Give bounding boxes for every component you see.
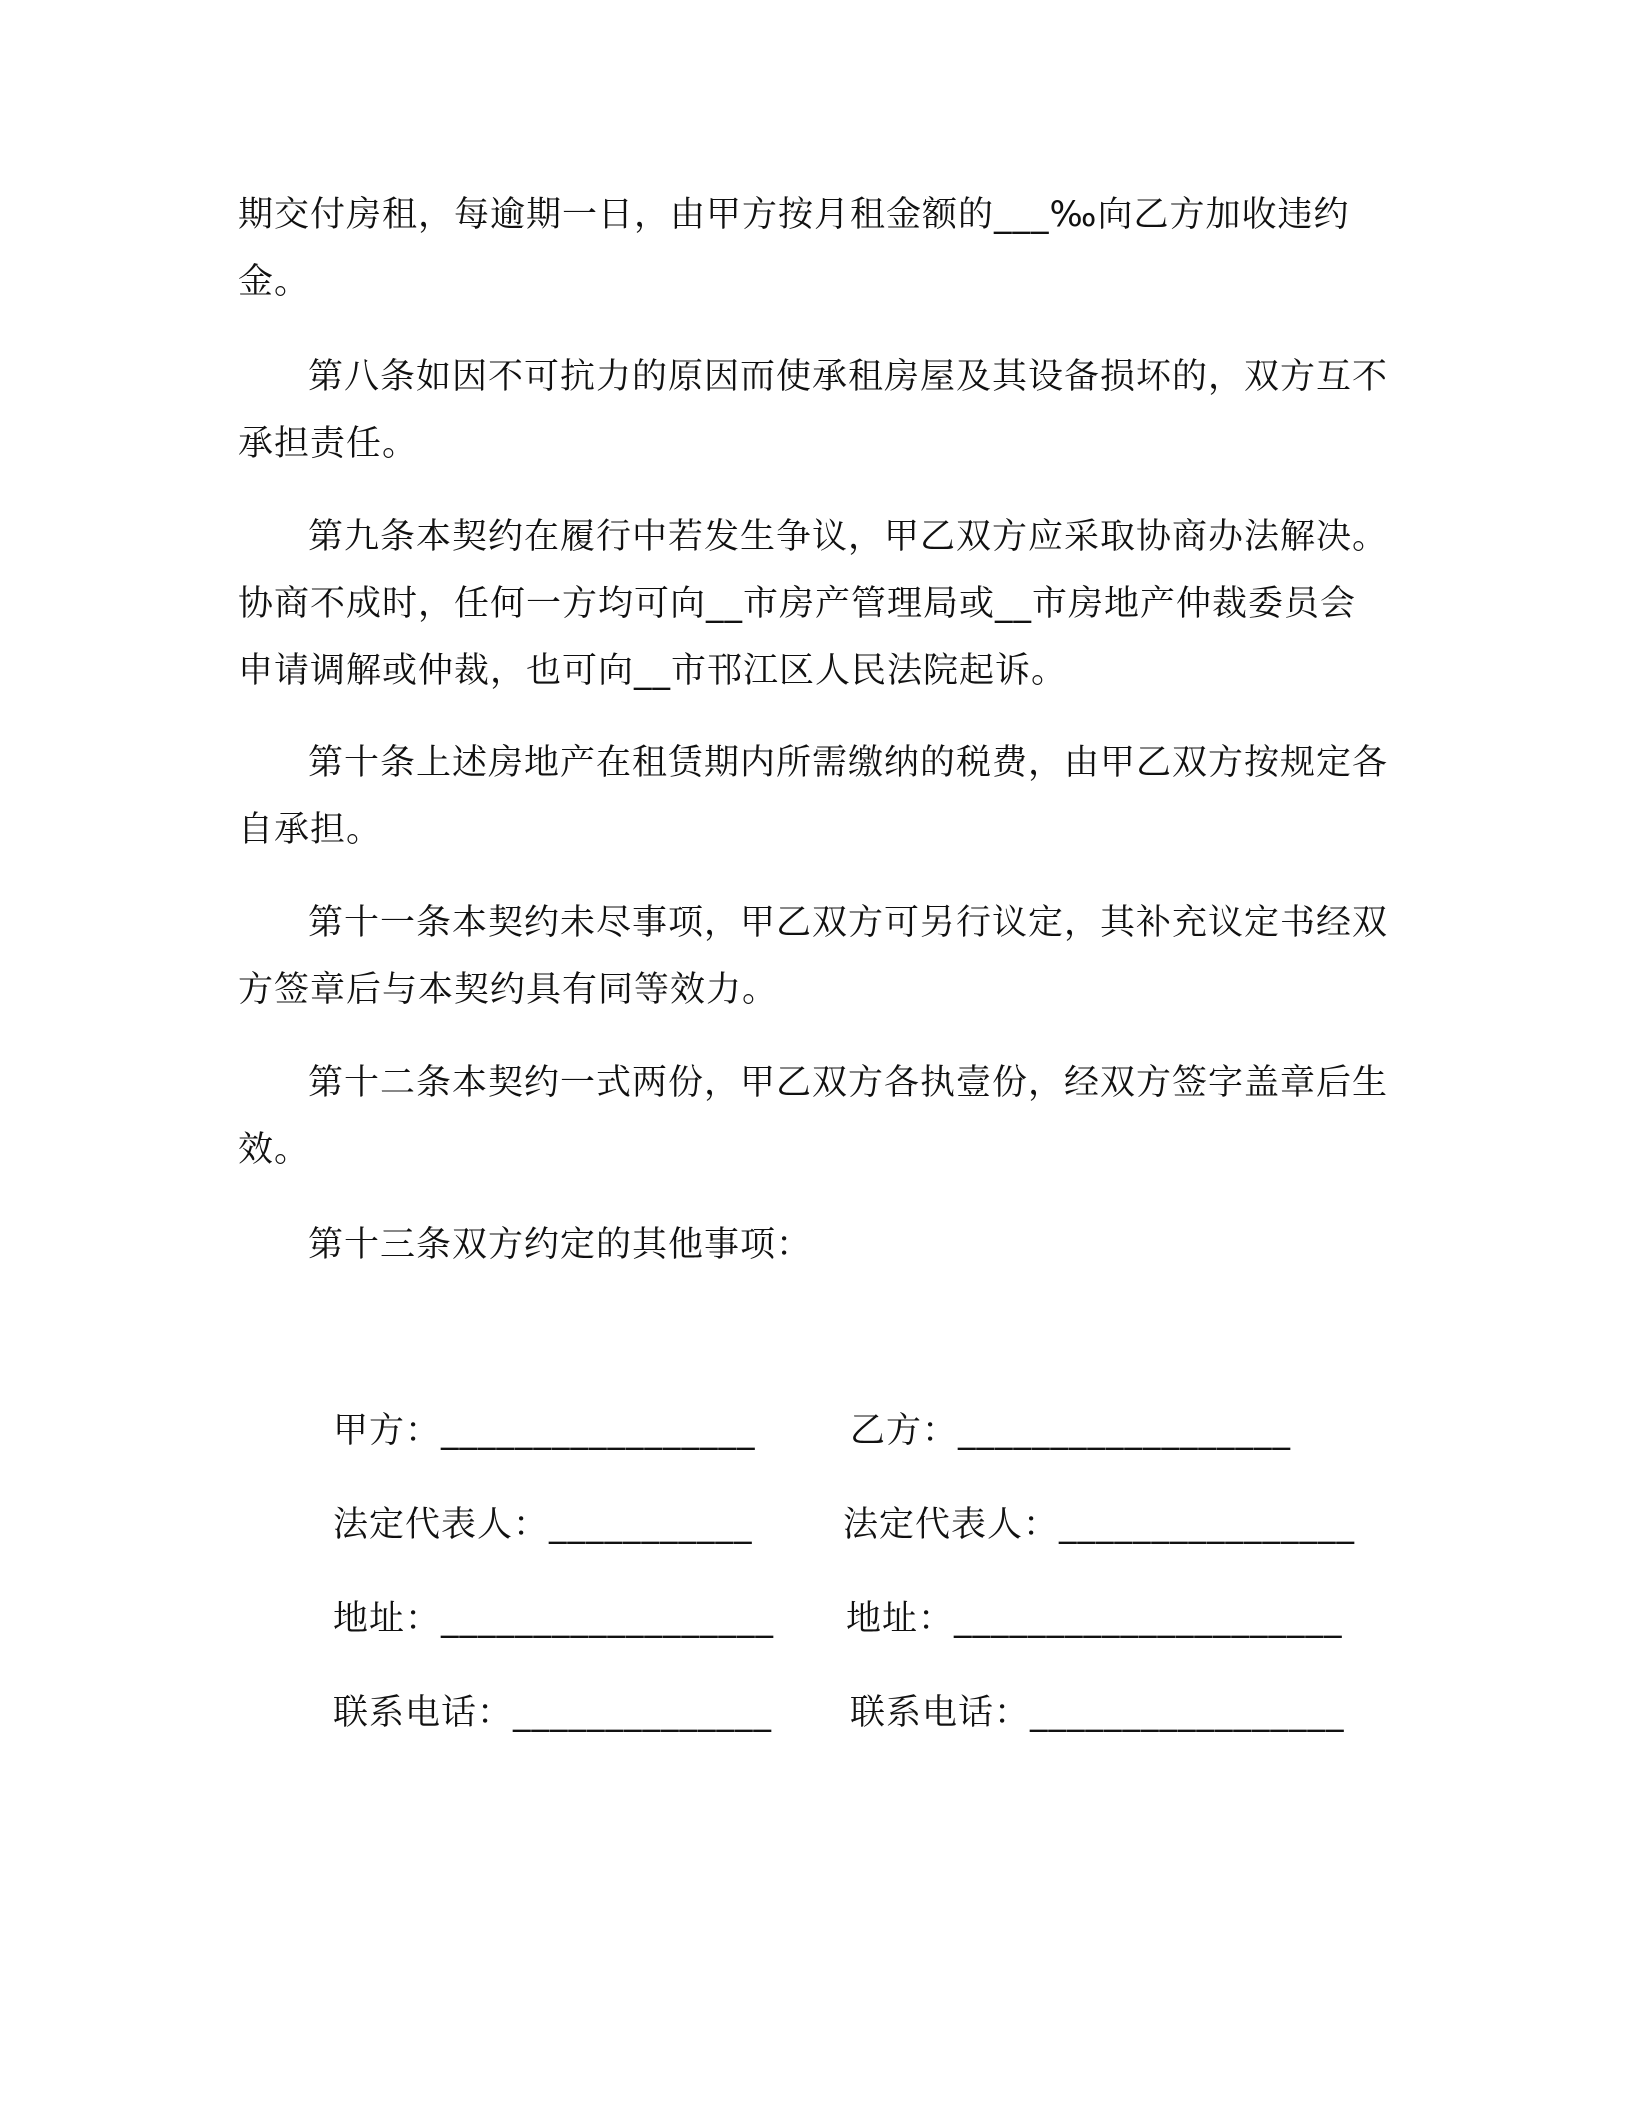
address-b-field: 地址：_____________________ <box>846 1599 1343 1639</box>
phone-a-field: 联系电话：______________ <box>333 1693 773 1733</box>
paragraph-text: 第十条上述房地产在租赁期内所需缴纳的税费，由甲乙双方按规定各自承担。 <box>238 743 1389 850</box>
paragraph-article-13 <box>238 1212 1388 1279</box>
paragraph-text: 第十一条本契约未尽事项，甲乙双方可另行议定，其补充议定书经双方签章后与本契约具有同等效力。 <box>238 903 1389 1010</box>
paragraph-text: 第八条如因不可抗力的原因而使承租房屋及其设备损坏的，双方互不承担责任。 <box>238 357 1389 464</box>
paragraph-overdue-penalty <box>238 182 1388 316</box>
paragraph-article-8 <box>238 344 1388 478</box>
address-a-field: 地址：__________________ <box>333 1599 775 1639</box>
legal-rep-b-field: 法定代表人：________________ <box>843 1505 1356 1545</box>
party-a-field: 甲方：_________________ <box>333 1411 756 1451</box>
paragraph-text: 第九条本契约在履行中若发生争议，甲乙双方应采取协商办法解决。协商不成时，任何一方均可向__市房产管理局或__市房地产仲裁委员会申请调解或仲裁，也可向__市邗江区人民法院起诉。 <box>238 517 1389 691</box>
paragraph-text: 期交付房租，每逾期一日，由甲方按月租金额的___‰向乙方加收违约金。 <box>238 195 1350 302</box>
legal-rep-a-field: 法定代表人：___________ <box>333 1505 753 1545</box>
paragraph-text: 第十二条本契约一式两份，甲乙双方各执壹份，经双方签字盖章后生效。 <box>238 1063 1389 1170</box>
paragraph-article-10 <box>238 730 1388 864</box>
paragraph-article-11 <box>238 890 1388 1024</box>
paragraph-article-9 <box>238 504 1388 705</box>
phone-b-field: 联系电话：_________________ <box>850 1693 1345 1733</box>
paragraph-article-12 <box>238 1050 1388 1184</box>
party-b-field: 乙方：__________________ <box>850 1411 1292 1451</box>
paragraph-text: 第十三条双方约定的其他事项： <box>308 1225 813 1265</box>
